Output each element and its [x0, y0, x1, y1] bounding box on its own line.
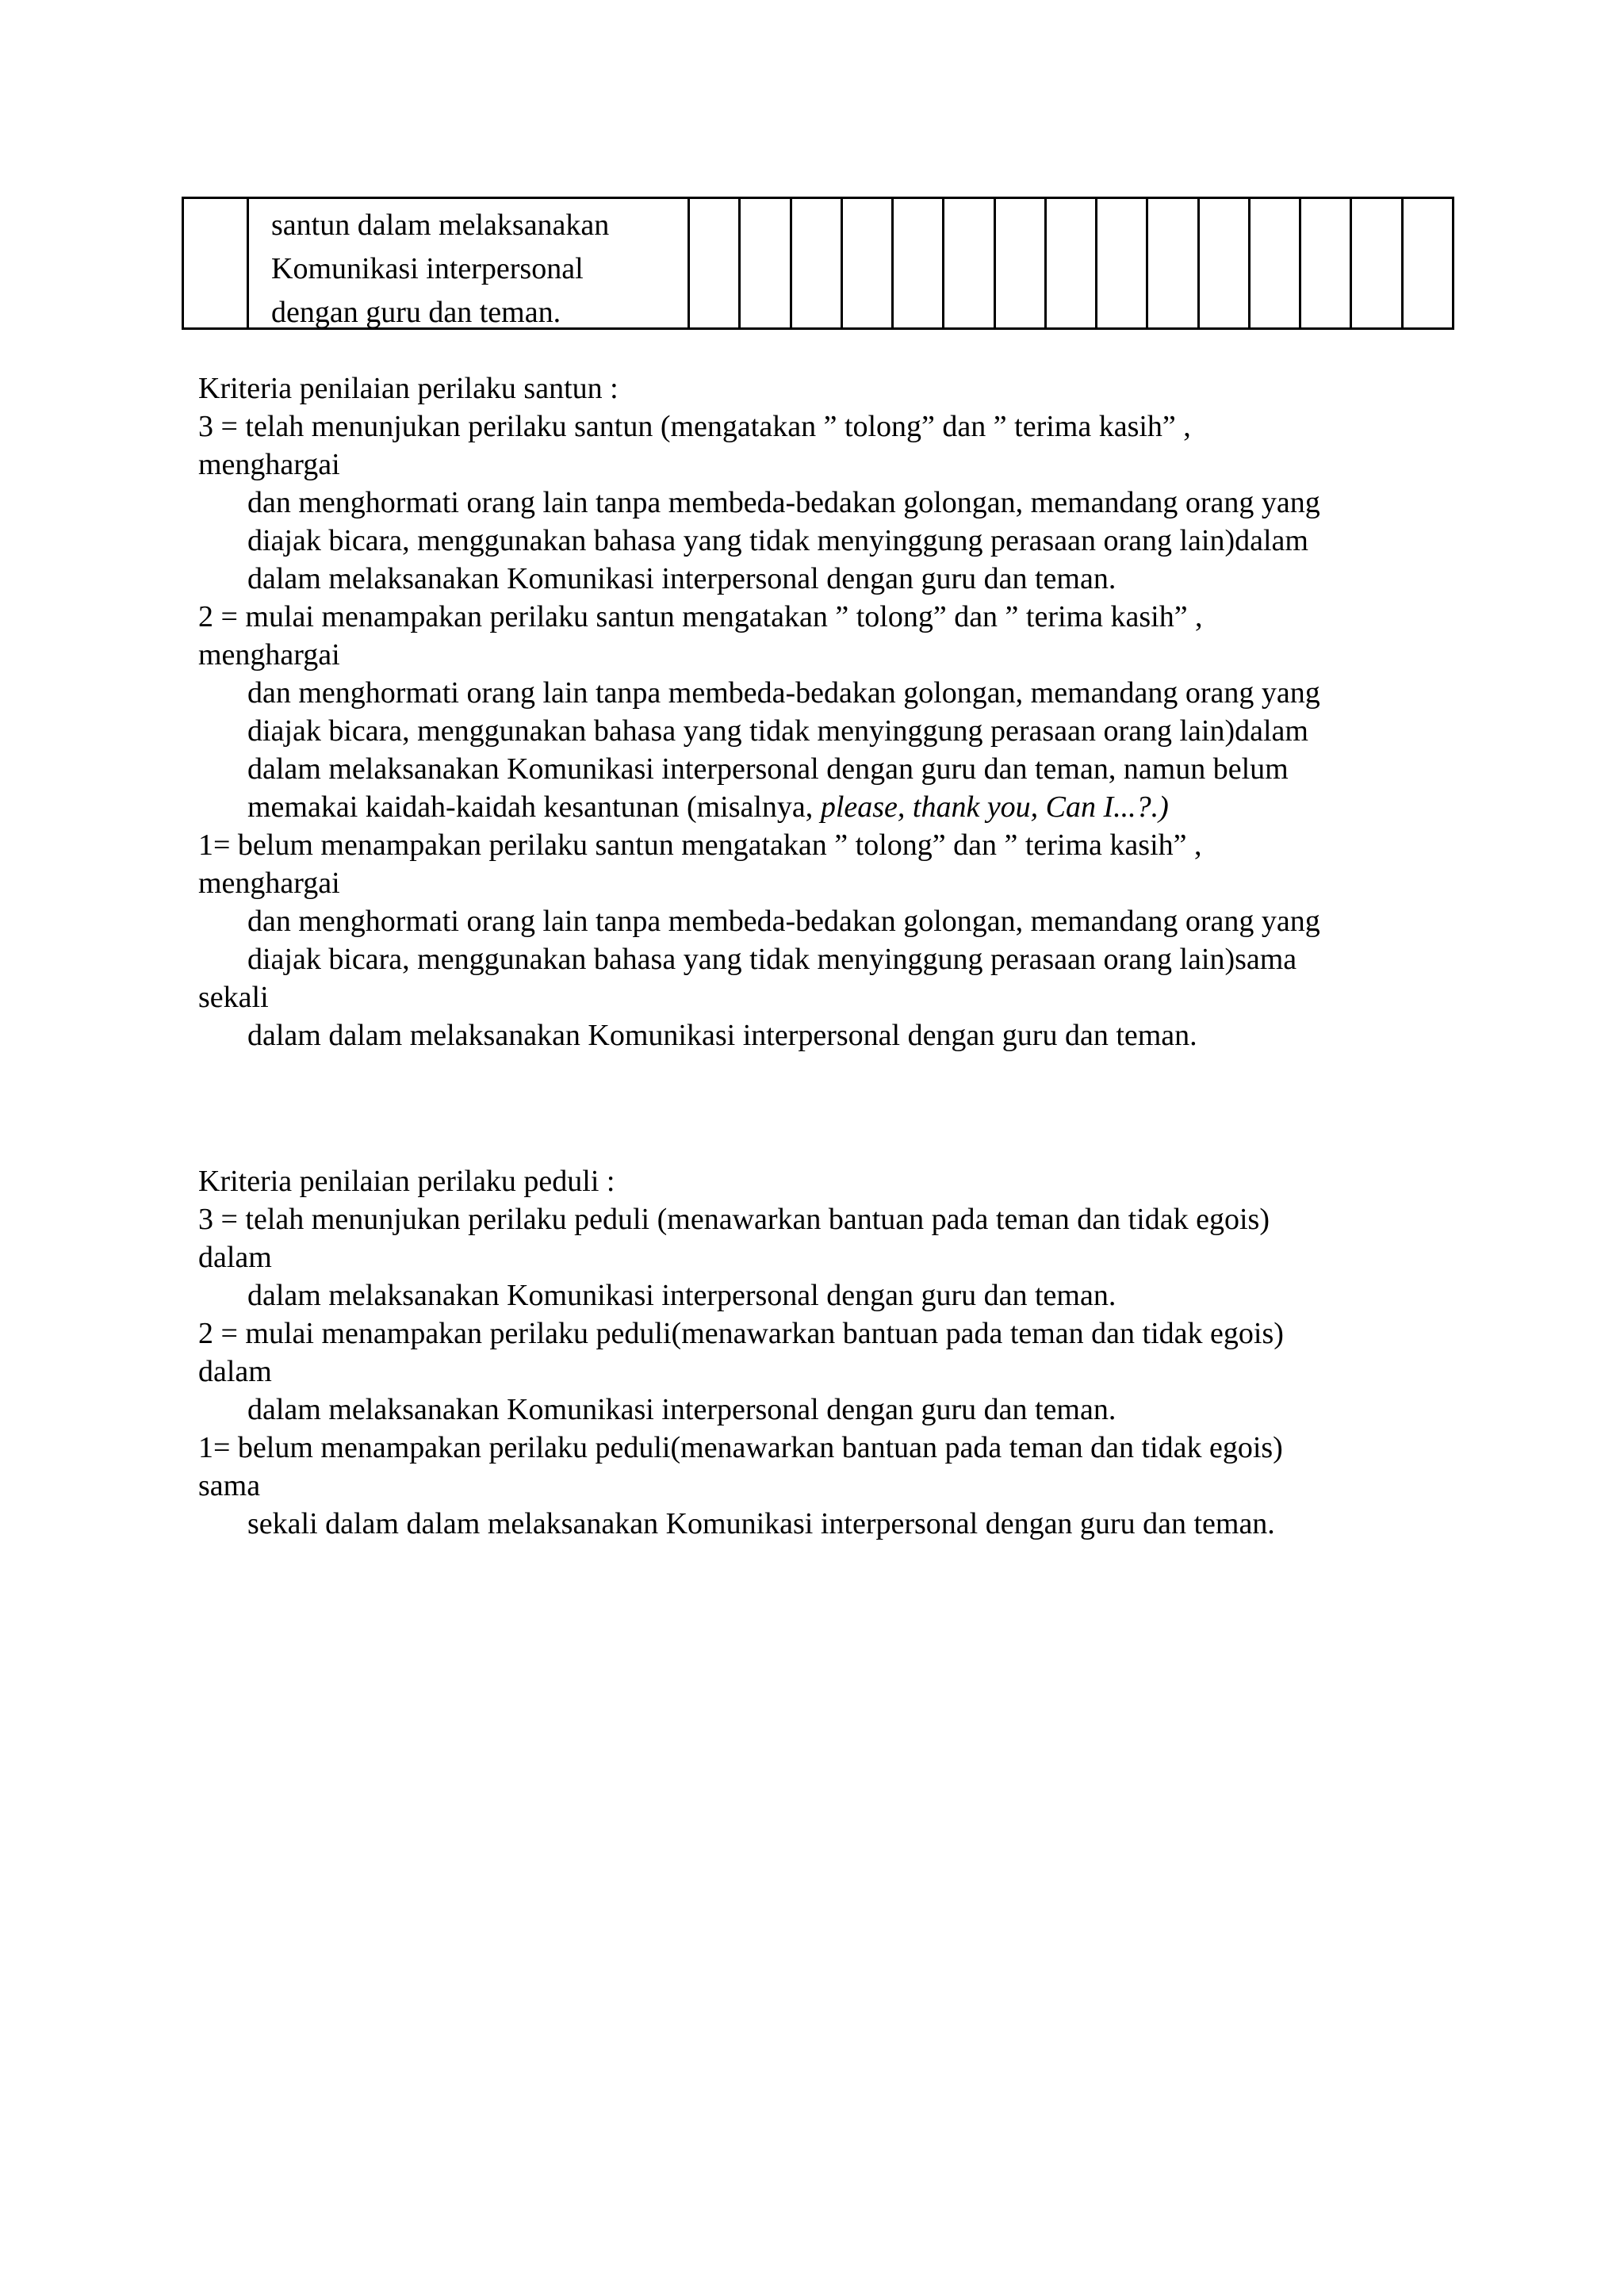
table-score-cell	[1350, 199, 1400, 327]
santun-criterion-1-line: 1= belum menampakan perilaku santun mengatakan ” tolong” dan ” terima kasih” ,	[198, 828, 1202, 862]
table-score-cell	[1197, 199, 1248, 327]
santun-criterion-3-line: menghargai	[198, 448, 340, 481]
table-number-cell	[184, 199, 249, 327]
table-score-cell	[790, 199, 841, 327]
santun-criterion-3-line: dalam melaksanakan Komunikasi interpersonal dengan guru dan teman.	[247, 562, 1116, 595]
santun-criterion-1-line: diajak bicara, menggunakan bahasa yang tidak menyinggung perasaan orang lain)sama	[247, 943, 1297, 976]
santun-criterion-3-line: diajak bicara, menggunakan bahasa yang tidak menyinggung perasaan orang lain)dalam	[247, 524, 1308, 557]
santun-criterion-2-line: dalam melaksanakan Komunikasi interpersonal dengan guru dan teman, namun belum	[247, 752, 1289, 786]
peduli-criteria	[198, 1162, 1467, 1543]
santun-criterion-2-line: dan menghormati orang lain tanpa membeda-bedakan golongan, memandang orang yang	[247, 676, 1320, 710]
santun-criterion-1-line: sekali	[198, 981, 269, 1014]
peduli-criterion-2-line: dalam	[198, 1355, 272, 1388]
table-score-cell	[1146, 199, 1197, 327]
peduli-criterion-1-line: 1= belum menampakan perilaku peduli(menawarkan bantuan pada teman dan tidak egois)	[198, 1431, 1283, 1464]
table-description-cell	[249, 199, 688, 327]
santun-criterion-2-line: 2 = mulai menampakan perilaku santun mengatakan ” tolong” dan ” terima kasih” ,	[198, 600, 1203, 633]
table-score-cell	[1095, 199, 1146, 327]
santun-criterion-2-plain-text: memakai kaidah-kaidah kesantunan (misalnya,	[247, 790, 814, 824]
assessment-table	[182, 197, 1454, 330]
peduli-criterion-3-line: dalam melaksanakan Komunikasi interpersonal dengan guru dan teman.	[247, 1279, 1116, 1312]
table-score-cell	[688, 199, 738, 327]
peduli-criterion-1-line: sekali dalam dalam melaksanakan Komunikasi interpersonal dengan guru dan teman.	[247, 1507, 1275, 1540]
peduli-criterion-3-line: dalam	[198, 1241, 272, 1274]
table-description-line: Komunikasi interpersonal	[271, 252, 584, 285]
santun-criterion-2-line	[198, 788, 1467, 826]
santun-criterion-2-line: diajak bicara, menggunakan bahasa yang tidak menyinggung perasaan orang lain)dalam	[247, 714, 1308, 748]
table-score-cell	[738, 199, 789, 327]
santun-criterion-3-line: 3 = telah menunjukan perilaku santun (mengatakan ” tolong” dan ” terima kasih” ,	[198, 410, 1191, 443]
peduli-criterion-2-line: dalam melaksanakan Komunikasi interpersonal dengan guru dan teman.	[247, 1393, 1116, 1426]
santun-criterion-2-italic-example: please, thank you, Can I...?.)	[820, 790, 1169, 824]
peduli-heading: Kriteria penilaian perilaku peduli :	[198, 1165, 615, 1198]
santun-criterion-1-line: dalam dalam melaksanakan Komunikasi interpersonal dengan guru dan teman.	[247, 1019, 1197, 1052]
table-description-line: santun dalam melaksanakan	[271, 209, 610, 242]
santun-criteria	[198, 369, 1467, 1054]
table-score-cells	[688, 199, 1452, 327]
table-score-cell	[1401, 199, 1452, 327]
santun-criterion-3-line: dan menghormati orang lain tanpa membeda-bedakan golongan, memandang orang yang	[247, 486, 1320, 519]
peduli-criterion-1-line: sama	[198, 1469, 261, 1502]
table-score-cell	[942, 199, 993, 327]
santun-criterion-1-line: menghargai	[198, 867, 340, 900]
table-score-cell	[994, 199, 1044, 327]
peduli-criterion-2-line: 2 = mulai menampakan perilaku peduli(menawarkan bantuan pada teman dan tidak egois)	[198, 1317, 1284, 1350]
santun-criterion-2-line: menghargai	[198, 638, 340, 672]
santun-heading: Kriteria penilaian perilaku santun :	[198, 372, 619, 405]
table-score-cell	[1248, 199, 1299, 327]
peduli-criterion-3-line: 3 = telah menunjukan perilaku peduli (menawarkan bantuan pada teman dan tidak egois)	[198, 1203, 1270, 1236]
santun-criterion-1-line: dan menghormati orang lain tanpa membeda-bedakan golongan, memandang orang yang	[247, 905, 1320, 938]
table-score-cell	[891, 199, 942, 327]
table-score-cell	[841, 199, 891, 327]
table-score-cell	[1044, 199, 1095, 327]
table-score-cell	[1299, 199, 1350, 327]
table-description-line: dengan guru dan teman.	[271, 296, 561, 329]
